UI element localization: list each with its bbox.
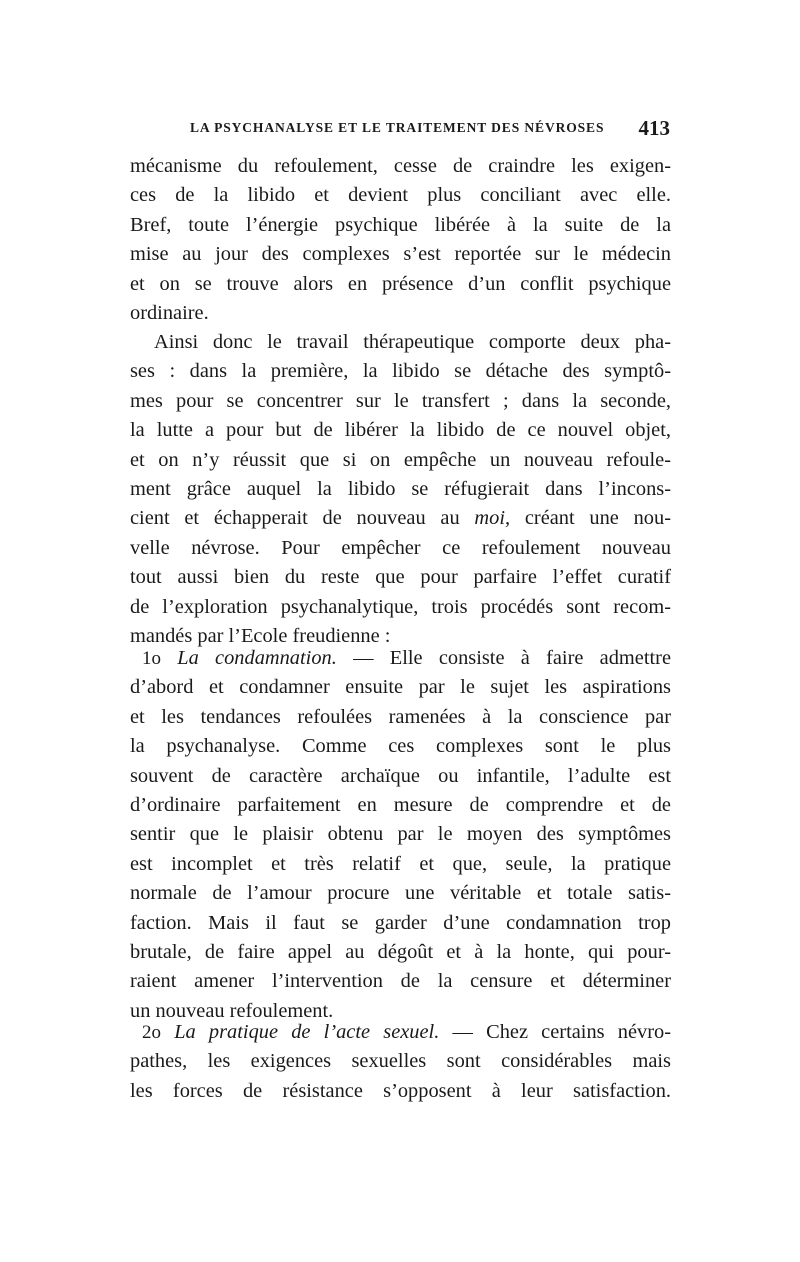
text-line: sentir que le plaisir obtenu par le moyen des symptômes (130, 823, 671, 846)
section-condamnation (130, 644, 671, 1026)
page-number: 413 (638, 116, 670, 140)
text-line (130, 504, 671, 533)
section-heading-line (130, 1018, 671, 1047)
text-line: brutale, de faire appel au dégoût et à la honte, qui pour- (130, 940, 671, 963)
text-line: et les tendances refoulées ramenées à la conscience par (130, 705, 671, 728)
section-pratique-acte-sexuel (130, 1018, 671, 1106)
text-segment: — Chez certains névro- (452, 1021, 671, 1043)
text-segment: créant une nou- (524, 507, 671, 530)
text-line: les forces de résistance s’opposent à leur satisfaction. (130, 1079, 671, 1102)
text-line: un nouveau refoulement. (130, 999, 334, 1022)
text-segment: — Elle consiste à faire admettre (353, 647, 671, 669)
text-line: tout aussi bien du reste que pour parfaire l’effet curatif (130, 566, 671, 589)
section-number: 2o (142, 1022, 161, 1043)
section-heading: La condamnation. (177, 647, 337, 669)
text-line: mise au jour des complexes s’est reportée sur le médecin (130, 243, 671, 266)
text-line: ment grâce auquel la libido se réfugierait dans l’incons- (130, 477, 671, 500)
text-line: Bref, toute l’énergie psychique libérée à la suite de la (130, 213, 671, 236)
italic-word: moi, (474, 507, 511, 530)
text-line: mes pour se concentrer sur le transfert ; dans la seconde, (130, 389, 671, 412)
text-line: normale de l’amour procure une véritable et totale satis- (130, 882, 671, 905)
text-line: faction. Mais il faut se garder d’une condamnation trop (130, 911, 671, 934)
text-line: pathes, les exigences sexuelles sont considérables mais (130, 1050, 671, 1073)
paragraph-continuation (130, 152, 671, 328)
text-line: d’abord et condamner ensuite par le sujet les aspirations (130, 676, 671, 699)
text-line: la psychanalyse. Comme ces complexes sont le plus (130, 735, 671, 758)
section-number: 1o (142, 648, 161, 669)
text-line: ses : dans la première, la libido se détache des symptô- (130, 360, 671, 383)
text-line: la lutte a pour but de libérer la libido de ce nouvel objet, (130, 419, 671, 442)
running-title: LA PSYCHANALYSE ET LE TRAITEMENT DES NÉVROSES (190, 120, 605, 135)
text-line: raient amener l’intervention de la censure et déterminer (130, 970, 671, 993)
text-line: velle névrose. Pour empêcher ce refoulement nouveau (130, 536, 671, 559)
text-line: et on se trouve alors en présence d’un conflit psychique (130, 272, 671, 295)
running-header (190, 116, 670, 140)
text-line: est incomplet et très relatif et que, seule, la pratique (130, 852, 671, 875)
text-segment: cient et échapperait de nouveau au (130, 507, 460, 530)
text-line: de l’exploration psychanalytique, trois procédés sont recom- (130, 595, 671, 618)
text-line: et on n’y réussit que si on empêche un nouveau refoule- (130, 448, 671, 471)
text-line: Ainsi donc le travail thérapeutique comporte deux pha- (154, 331, 671, 353)
paragraph-ainsi-donc (130, 328, 671, 651)
text-line: mécanisme du refoulement, cesse de craindre les exigen- (130, 155, 671, 177)
section-heading: La pratique de l’acte sexuel. (174, 1021, 440, 1043)
text-line: d’ordinaire parfaitement en mesure de comprendre et de (130, 793, 671, 816)
section-heading-line (130, 644, 671, 673)
text-line: ces de la libido et devient plus conciliant avec elle. (130, 184, 671, 207)
text-line: souvent de caractère archaïque ou infantile, l’adulte est (130, 764, 671, 787)
text-line: mandés par l’Ecole freudienne : (130, 624, 391, 647)
text-line: ordinaire. (130, 301, 209, 324)
